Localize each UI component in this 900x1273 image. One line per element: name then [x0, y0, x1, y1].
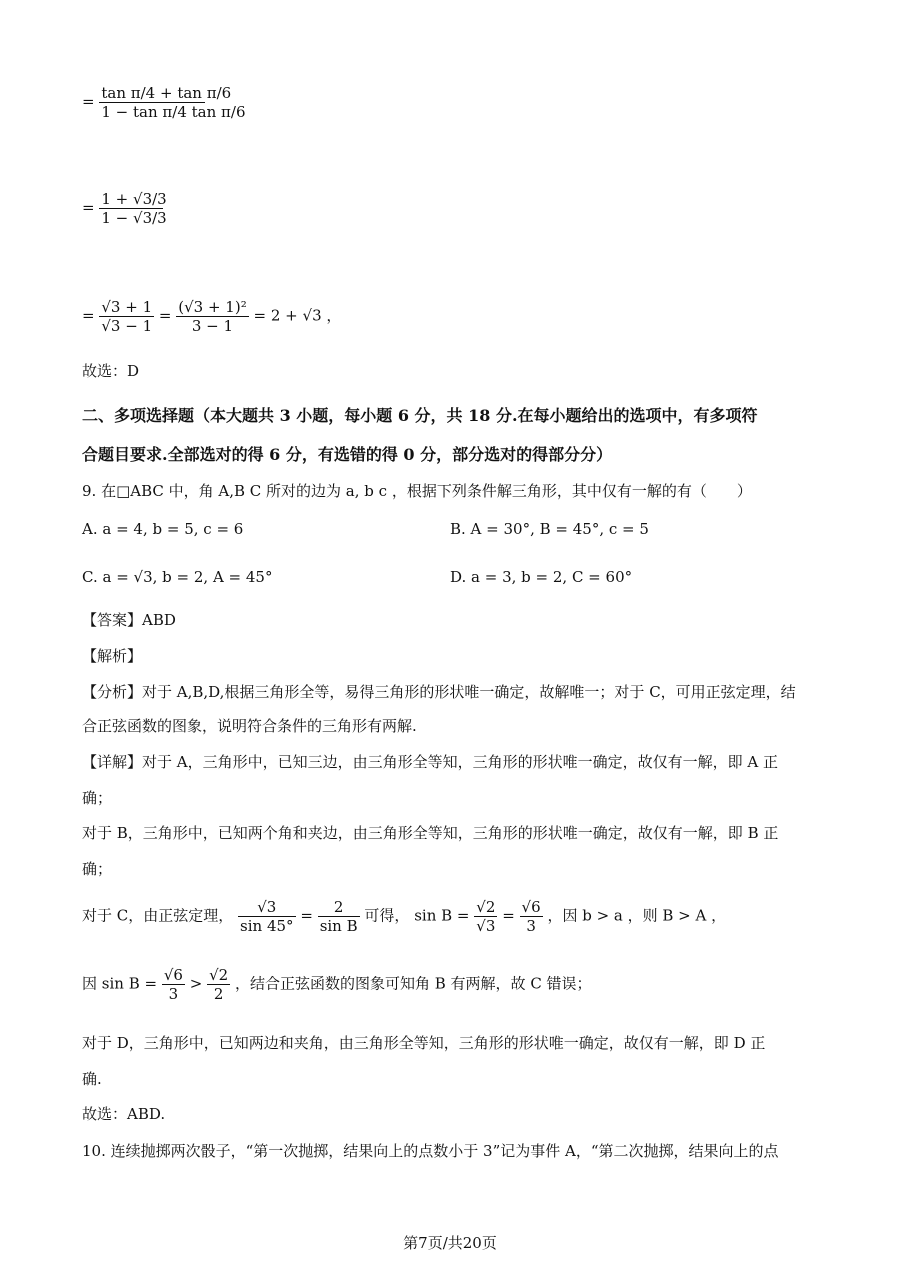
xiangjie-line-2: 确；: [82, 789, 113, 807]
case-c-f1-den: sin 45°: [240, 917, 294, 935]
case-c-f5-num: √6: [163, 966, 183, 984]
case-c-tail: ，因 b > a ，则 B > A ，: [547, 906, 727, 925]
case-b-line-1: 对于 B，三角形中，已知两个角和夹边，由三角形全等知，三角形的形状唯一确定，故仅有一解，即 B 正: [82, 824, 779, 842]
case-c-equals-2: =: [502, 906, 515, 925]
section-heading-line-1: 二、多项选择题（本大题共 3 小题，每小题 6 分，共 18 分.在每小题给出的选项中，有多项符: [82, 406, 758, 425]
case-c-equals: =: [300, 906, 313, 925]
case-c-f1-num: √3: [257, 898, 277, 916]
equals-sign: =: [158, 306, 172, 325]
step-3-result: 2 + √3 ，: [270, 306, 342, 325]
final-answer: 故选：ABD.: [82, 1105, 166, 1123]
case-b-line-2: 确；: [82, 860, 113, 878]
analysis-label: 【解析】: [82, 647, 143, 665]
question-10-stem: 10. 连续抛掷两次骰子，“第一次抛掷，结果向上的点数小于 3”记为事件 A，“第二次抛掷，结果向上的点: [82, 1142, 779, 1160]
case-c-f6-num: √2: [209, 966, 229, 984]
case-c-gt: >: [189, 974, 203, 993]
equals-sign: =: [253, 306, 267, 325]
question-9-stem: 9. 在□ABC 中，角 A,B C 所对的边为 a, b c ，根据下列条件解三角形，其中仅有一解的有（ ）: [82, 482, 752, 500]
option-d: D. a = 3, b = 2, C = 60°: [450, 568, 633, 586]
case-c-line2-prefix: 因 sin B =: [82, 974, 158, 993]
case-d-line-2: 确.: [82, 1070, 102, 1088]
case-c-f2-num: 2: [333, 898, 344, 916]
step-3-f2-denominator: 3 − 1: [176, 316, 248, 335]
case-c-f3-den: √3: [476, 917, 496, 935]
xiangjie-line-1: 【详解】对于 A，三角形中，已知三边，由三角形全等知，三角形的形状唯一确定，故仅有一解，即 A 正: [82, 753, 778, 771]
case-c-f6-den: 2: [207, 984, 230, 1003]
case-c-fraction-1: [238, 898, 296, 935]
case-c-fraction-5: [162, 966, 185, 1003]
step-2-fraction: [99, 190, 167, 227]
case-c-fraction-3: [474, 898, 497, 935]
case-c-line2-tail: ，结合正弦函数的图象可知角 B 有两解，故 C 错误；: [234, 974, 592, 993]
step-3-f1-denominator: √3 − 1: [101, 317, 153, 335]
fenxi-line-2: 合正弦函数的图象，说明符合条件的三角形有两解.: [82, 717, 417, 735]
step-3-fraction-2: [176, 298, 248, 335]
step-2-numerator: 1 + √3/3: [101, 190, 167, 208]
case-d-line-1: 对于 D，三角形中，已知两边和夹角，由三角形全等知，三角形的形状唯一确定，故仅有一解，即 D 正: [82, 1034, 766, 1052]
step-3: [82, 298, 341, 335]
case-c-line-2: [82, 966, 592, 1003]
step-3-f1-numerator: √3 + 1: [101, 298, 153, 316]
case-c-fraction-2: [318, 898, 360, 935]
answer-label: 【答案】ABD: [82, 611, 176, 629]
step-1-fraction: [99, 84, 246, 121]
case-c-f2-den: sin B: [319, 917, 358, 935]
case-c-f3-num: √2: [476, 898, 496, 916]
previous-answer: 故选：D: [82, 362, 140, 380]
option-c: C. a = √3, b = 2, A = 45°: [82, 568, 273, 586]
step-3-f2-numerator: (√3 + 1)²: [178, 298, 247, 316]
fenxi-line-1: 【分析】对于 A,B,D,根据三角形全等，易得三角形的形状唯一确定，故解唯一；对于 C，可用正弦定理，结: [82, 683, 796, 701]
equals-sign: =: [82, 92, 95, 111]
case-c-fraction-4: [520, 898, 543, 935]
case-c-sinb: sin B =: [414, 906, 470, 925]
case-c-prefix: 对于 C，由正弦定理，: [82, 906, 234, 925]
option-a: A. a = 4, b = 5, c = 6: [82, 520, 244, 538]
equals-sign: =: [82, 306, 95, 325]
step-3-fraction-1: [99, 298, 154, 335]
step-1-denominator: 1 − tan π/4 tan π/6: [101, 103, 246, 121]
case-c-line-1: [82, 898, 726, 935]
case-c-fraction-6: [207, 966, 230, 1003]
option-b: B. A = 30°, B = 45°, c = 5: [450, 520, 649, 538]
step-1: [82, 84, 246, 121]
equals-sign: =: [82, 198, 95, 217]
case-c-mid: 可得，: [364, 906, 410, 925]
section-heading-line-2: 合题目要求.全部选对的得 6 分，有选错的得 0 分，部分选对的得部分分）: [82, 445, 613, 464]
case-c-f5-den: 3: [162, 984, 185, 1003]
page-footer: 第7页/共20页: [403, 1234, 497, 1252]
step-2-denominator: 1 − √3/3: [101, 209, 167, 227]
case-c-f4-num: √6: [521, 898, 541, 916]
case-c-f4-den: 3: [520, 916, 543, 935]
step-2: [82, 190, 167, 227]
step-1-numerator: tan π/4 + tan π/6: [101, 84, 232, 102]
